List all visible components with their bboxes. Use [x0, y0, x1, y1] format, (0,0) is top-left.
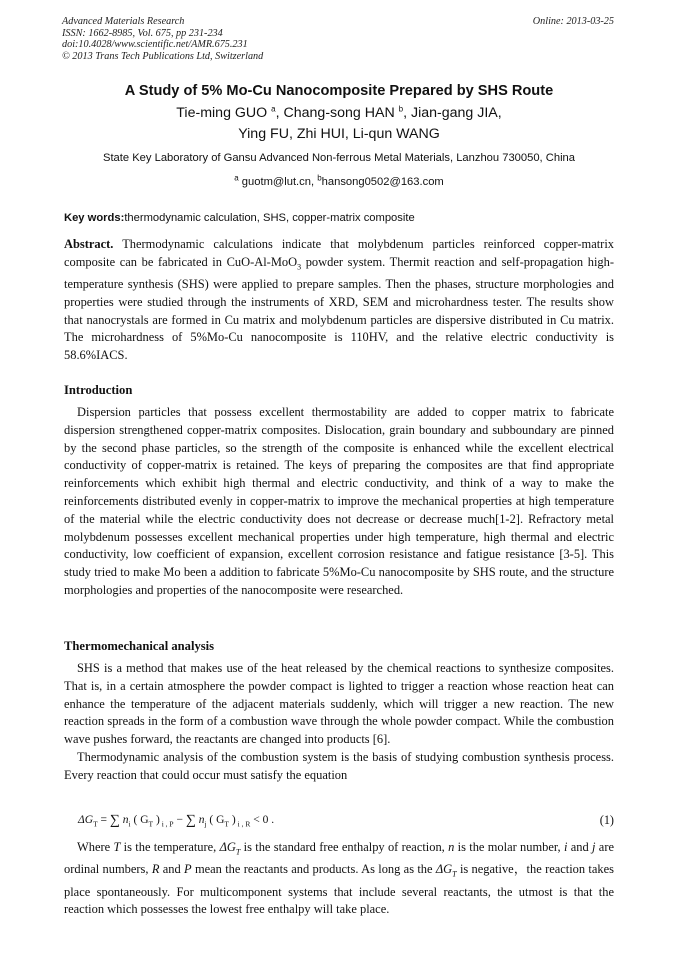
- journal-header: [62, 16, 614, 62]
- email-b-marker: b: [317, 173, 322, 183]
- sum-symbol: ∑: [109, 813, 120, 828]
- thermo-body-top: [64, 660, 614, 785]
- paper-title: A Study of 5% Mo-Cu Nanocomposite Prepared by SHS Route: [124, 83, 554, 99]
- equation-1: [78, 811, 614, 833]
- equation-number: (1): [599, 813, 614, 827]
- author-list: [0, 103, 678, 144]
- author-1-affil: a: [271, 104, 276, 114]
- issn-line: ISSN: 1662-8985, Vol. 675, pp 231-234: [62, 27, 223, 39]
- keywords: [64, 210, 616, 226]
- introduction-body: [64, 404, 614, 600]
- abstract-text-1: Thermodynamic calculations indicate that molybdenum particles reinforced copper-matrix composite can be fabricated in CuO-Al-MoO: [64, 237, 614, 269]
- sum-symbol: ∑: [185, 813, 196, 828]
- author-emails: [0, 174, 678, 190]
- abstract-label: Abstract.: [64, 237, 114, 251]
- thermo-body-bottom: [64, 839, 614, 919]
- email-a-marker: a: [234, 173, 239, 183]
- author-line-1: [0, 103, 678, 124]
- author-2: , Chang-song HAN: [275, 105, 395, 121]
- journal-name: Advanced Materials Research: [62, 16, 185, 27]
- author-2-affil: b: [398, 104, 404, 114]
- email-b[interactable]: hansong0502@163.com: [321, 176, 444, 188]
- thermo-paragraph-1: SHS is a method that makes use of the heat released by the chemical reactions to synthesize composites. That is, in a certain atmosphere the powder compact is lighted to trigger a reaction whose reaction heat can enhance the temperature of the adjacent materials suddenly, which will trigger a new reaction. The new reaction spreads in the form of a combustion wave through the whole powder compact. While the combustion wave pushes forward, the reactants are changed into products [6].: [64, 661, 614, 747]
- thermo-paragraph-3: Where T is the temperature, $\Delta G_T$ is the standard free enthalpy of reaction, n is the molar number, i and j are ordinal numbers, R and P mean the reactants and products. As long as the $\Delta G_T$ is negative，the reaction takes place spontaneously. For multicomponent systems that include several reactants, the utmost is that the reaction which possesses the lowest free enthalpy will take place.: [64, 840, 614, 917]
- abstract: [64, 236, 614, 365]
- thermo-heading: Thermomechanical analysis: [64, 639, 215, 653]
- author-3: , Jian-gang JIA,: [403, 105, 502, 121]
- email-a[interactable]: guotm@lut.cn,: [238, 176, 318, 188]
- abstract-text-2: powder system. Thermit reaction and self-propagation high-temperature synthesis (SHS) were applied to prepare samples. Then the phases, structure morphologies and properties were studied through the instruments of XRD, SEM and microhardness tester. The results show that nanocrystals are formed in Cu matrix and molybdenum particles are dispersive distributed in Cu matrix. The microhardness of 5%Mo-Cu nanocomposite is 110HV, and the relative electric conductivity is 58.6%IACS.: [64, 254, 614, 363]
- author-line-2: Ying FU, Zhi HUI, Li-qun WANG: [238, 125, 440, 142]
- author-1: Tie-ming GUO: [176, 105, 268, 121]
- copyright-line: © 2013 Trans Tech Publications Ltd, Switzerland: [62, 50, 264, 62]
- introduction-paragraph: Dispersion particles that possess excellent thermostability are added to copper matrix to fabricate dispersion strengthened copper-matrix composites. Dislocation, grain boundary and subboundary are pinned by the second phase particles, so the strength of the composite is enhanced while the excellent electrical conductivity of copper-matrix is retained. The keys of preparing the composites are that find appropriate reinforcements which exhibit high thermal and electric conductivity, and think of a way to make the reinforcements distributed evenly in copper-matrix to improve the mechanical properties at high temperature of the material while the electric conductivity does not decrease or decrease much[1-2]. Refractory metal molybdenum possesses excellent mechanical properties under high temperature, high thermal and electric conductivity, low coefficient of expansion, excellent corrosion resistance and fatigue resistance [3-5]. This study tried to make Mo been a addition to fabricate 5%Mo-Cu nanocomposite by SHS route, and the structure morphologies and properties of the nanocomposite were researched.: [64, 405, 614, 597]
- equation-expression: $\Delta G_T$ = ∑ $n_i$ ( $G_T$ ) $_{i , P}$ − ∑ $n_j$ ( $G_T$ ) $_{i , R}$ < 0 .: [78, 813, 275, 829]
- keywords-label: Key words:: [64, 212, 125, 224]
- keywords-text: thermodynamic calculation, SHS, copper-matrix composite: [124, 212, 415, 224]
- introduction-heading: Introduction: [64, 383, 133, 397]
- thermo-paragraph-2: Thermodynamic analysis of the combustion system is the basis of studying combustion synthesis process. Every reaction that could occur must satisfy the equation: [64, 749, 614, 782]
- doi-link[interactable]: doi:10.4028/www.scientific.net/AMR.675.231: [62, 39, 248, 51]
- online-date: Online: 2013-03-25: [532, 16, 614, 27]
- abstract-subscript: 3: [297, 262, 302, 272]
- affiliation: State Key Laboratory of Gansu Advanced Non-ferrous Metal Materials, Lanzhou 730050, China: [102, 152, 576, 164]
